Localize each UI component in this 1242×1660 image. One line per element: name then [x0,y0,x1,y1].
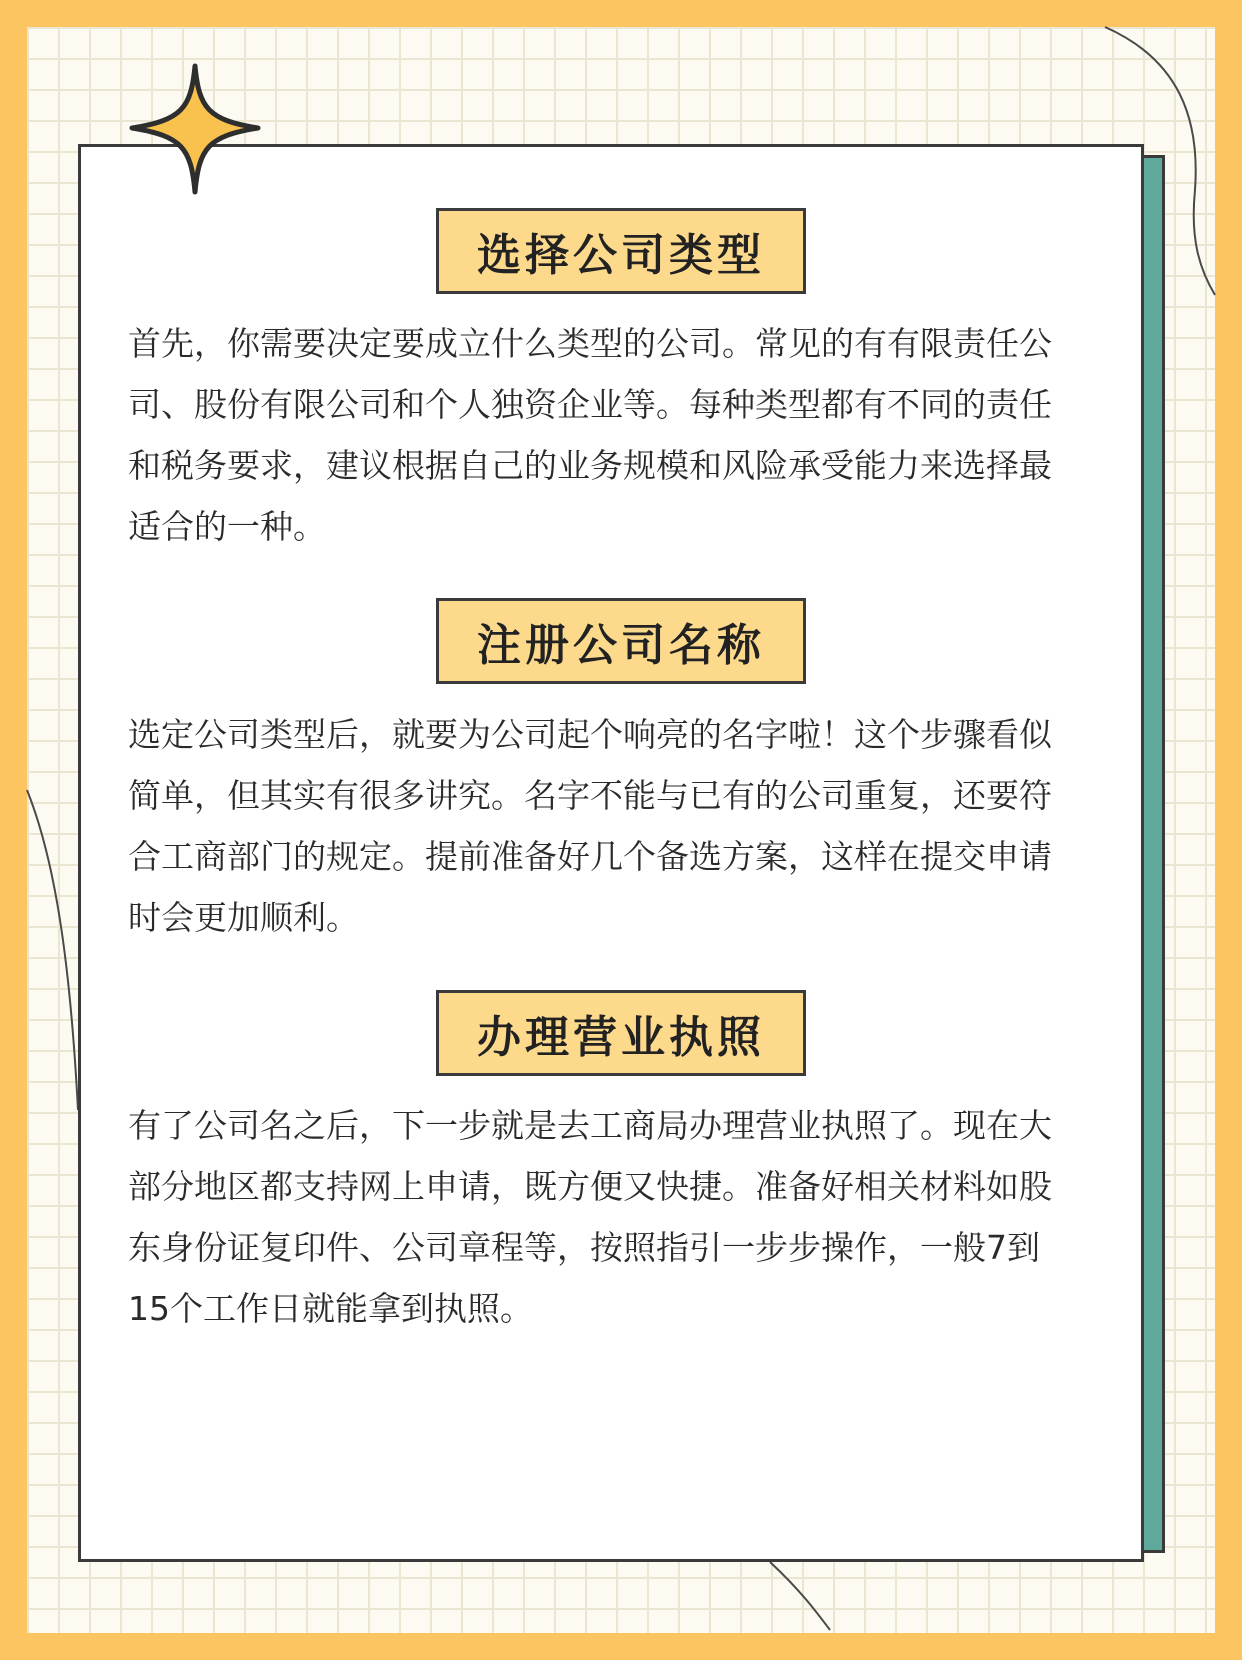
section-heading-business-license [436,990,806,1076]
section-body-company-type: 首先，你需要决定要成立什么类型的公司。常见的有有限责任公司、股份有限公司和个人独资企业等。每种类型都有不同的责任和税务要求，建议根据自己的业务规模和风险承受能力来选择最适合的一种。 [128,324,1052,546]
section-heading-text: 注册公司名称 [477,620,765,671]
section-body-business-license: 有了公司名之后，下一步就是去工商局办理营业执照了。现在大部分地区都支持网上申请，既方便又快捷。准备好相关材料如股东身份证复印件、公司章程等，按照指引一步步操作，一般7到15个工作日就能拿到执照。 [128,1106,1052,1328]
section-heading-text: 选择公司类型 [477,230,765,281]
section-heading-company-type [436,208,806,294]
section-heading-text: 办理营业执照 [477,1012,765,1063]
sparkle-star-icon [128,62,262,196]
section-body-company-name: 选定公司类型后，就要为公司起个响亮的名字啦！这个步骤看似简单，但其实有很多讲究。名字不能与已有的公司重复，还要符合工商部门的规定。提前准备好几个备选方案，这样在提交申请时会更加顺利。 [128,715,1052,937]
section-heading-company-name [436,598,806,684]
